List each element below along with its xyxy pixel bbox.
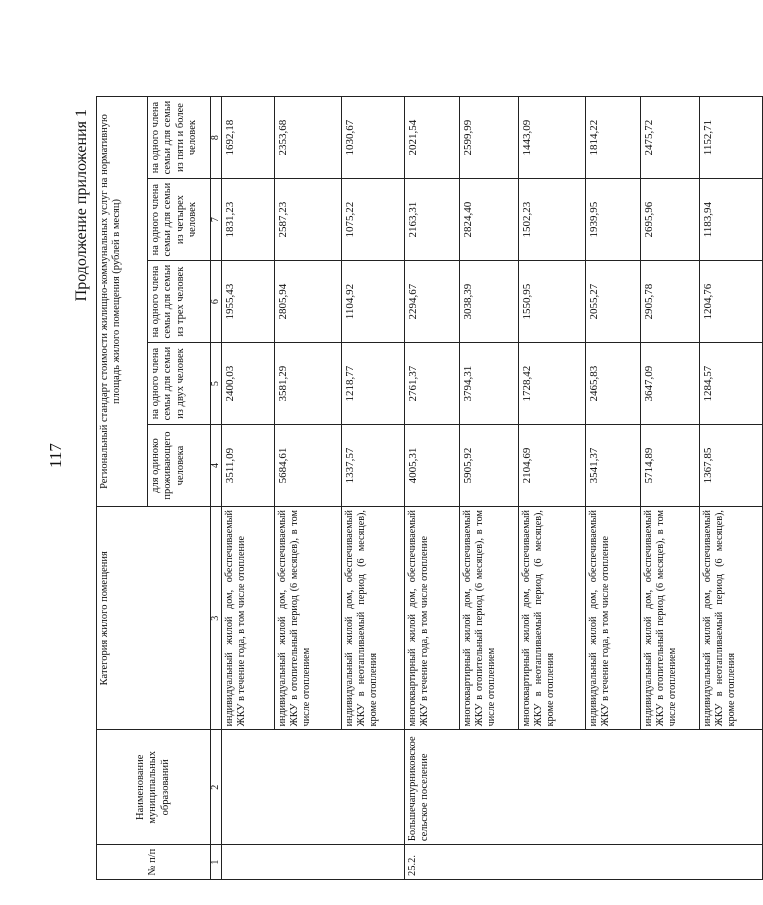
- header-group: Региональный стандарт стоимости жилищно-коммунальных услуг на нормативную площадь жилого помещения (рублей в месяц): [97, 97, 148, 507]
- row-value: 2055,27: [586, 261, 641, 343]
- row-value: 1939,95: [586, 179, 641, 261]
- row-value: 1284,57: [700, 343, 763, 425]
- row-value: 2587,23: [275, 179, 342, 261]
- row-value: 1152,71: [700, 97, 763, 179]
- row-no: [222, 845, 405, 880]
- column-number: 3: [211, 507, 222, 730]
- row-value: 4005,31: [405, 425, 460, 507]
- header-name: Наименование муниципальных образований: [97, 730, 211, 845]
- row-value: 1337,57: [342, 425, 405, 507]
- row-category: индивидуальный жилой дом, обеспечиваемый ЖКУ в неотапливаемый период (6 месяцев), кроме отопления: [700, 507, 763, 730]
- row-category: индивидуальный жилой дом, обеспечиваемый ЖКУ в отопительный период (6 месяцев), в том числе отоплением: [275, 507, 342, 730]
- row-value: 2824,40: [460, 179, 519, 261]
- table-row: [222, 97, 275, 880]
- row-value: 2353,68: [275, 97, 342, 179]
- row-value: 5905,92: [460, 425, 519, 507]
- row-value: 1955,43: [222, 261, 275, 343]
- row-value: 1728,42: [519, 343, 586, 425]
- row-value: 1814,22: [586, 97, 641, 179]
- row-value: 2294,67: [405, 261, 460, 343]
- row-category: многоквартирный жилой дом, обеспечиваемый ЖКУ в отопительный период (6 месяцев), в том числе отоплением: [460, 507, 519, 730]
- row-value: 1502,23: [519, 179, 586, 261]
- row-value: 2695,96: [641, 179, 700, 261]
- row-value: 1692,18: [222, 97, 275, 179]
- row-no: 25.2.: [405, 845, 763, 880]
- row-value: 1443,09: [519, 97, 586, 179]
- row-value: 2021,54: [405, 97, 460, 179]
- header-sub-1: для одиноко проживающего человека: [148, 425, 211, 507]
- row-value: 2400,03: [222, 343, 275, 425]
- standards-table: [96, 96, 763, 880]
- column-number: 8: [211, 97, 222, 179]
- row-category: индивидуальный жилой дом, обеспечиваемый ЖКУ в течение года, в том числе отопление: [586, 507, 641, 730]
- row-value: 5684,61: [275, 425, 342, 507]
- row-value: 1367,85: [700, 425, 763, 507]
- header-sub-4: на одного члена семьи для семьи из четырех человек: [148, 179, 211, 261]
- row-value: 5714,89: [641, 425, 700, 507]
- row-category: индивидуальный жилой дом, обеспечиваемый ЖКУ в отопительный период (6 месяцев), в том числе отоплением: [641, 507, 700, 730]
- row-category: индивидуальный жилой дом, обеспечиваемый ЖКУ в неотапливаемый период (6 месяцев), кроме отопления: [342, 507, 405, 730]
- row-value: 1831,23: [222, 179, 275, 261]
- row-value: 1218,77: [342, 343, 405, 425]
- row-value: 1550,95: [519, 261, 586, 343]
- row-value: 2104,69: [519, 425, 586, 507]
- header-sub-3: на одного члена семьи для семьи из трех человек: [148, 261, 211, 343]
- header-sub-5: на одного члена семьи для семьи из пяти и более человек: [148, 97, 211, 179]
- row-value: 3038,39: [460, 261, 519, 343]
- column-number: 5: [211, 343, 222, 425]
- rotated-page: [73, 85, 738, 890]
- row-value: 1183,94: [700, 179, 763, 261]
- row-value: 2475,72: [641, 97, 700, 179]
- column-number: 2: [211, 730, 222, 845]
- row-value: 3541,37: [586, 425, 641, 507]
- column-number: 4: [211, 425, 222, 507]
- row-value: 3581,29: [275, 343, 342, 425]
- column-number: 6: [211, 261, 222, 343]
- row-value: 2905,78: [641, 261, 700, 343]
- row-municipality: [222, 730, 405, 845]
- row-value: 2761,37: [405, 343, 460, 425]
- table-row: [405, 97, 460, 880]
- row-category: индивидуальный жилой дом, обеспечиваемый ЖКУ в течение года, в том числе отопление: [222, 507, 275, 730]
- page-number: 117: [46, 443, 65, 468]
- column-number: 1: [211, 845, 222, 880]
- row-value: 2805,94: [275, 261, 342, 343]
- row-value: 3511,09: [222, 425, 275, 507]
- row-municipality: Большечапурниковское сельское поселение: [405, 730, 763, 845]
- header-sub-2: на одного члена семьи для семьи из двух человек: [148, 343, 211, 425]
- row-value: 3794,31: [460, 343, 519, 425]
- row-value: 2465,83: [586, 343, 641, 425]
- row-value: 1030,67: [342, 97, 405, 179]
- row-value: 3647,09: [641, 343, 700, 425]
- header-category: Категория жилого помещения: [97, 507, 211, 730]
- row-value: 1075,22: [342, 179, 405, 261]
- row-category: многоквартирный жилой дом, обеспечиваемый ЖКУ в неотапливаемый период (6 месяцев), кроме отопления: [519, 507, 586, 730]
- row-value: 2599,99: [460, 97, 519, 179]
- row-value: 1104,92: [342, 261, 405, 343]
- header-no: № п/п: [97, 845, 211, 880]
- row-category: многоквартирный жилой дом, обеспечиваемый ЖКУ в течение года, в том числе отопление: [405, 507, 460, 730]
- row-value: 1204,76: [700, 261, 763, 343]
- column-number: 7: [211, 179, 222, 261]
- appendix-label: Продолжение приложения 1: [73, 109, 90, 302]
- row-value: 2163,31: [405, 179, 460, 261]
